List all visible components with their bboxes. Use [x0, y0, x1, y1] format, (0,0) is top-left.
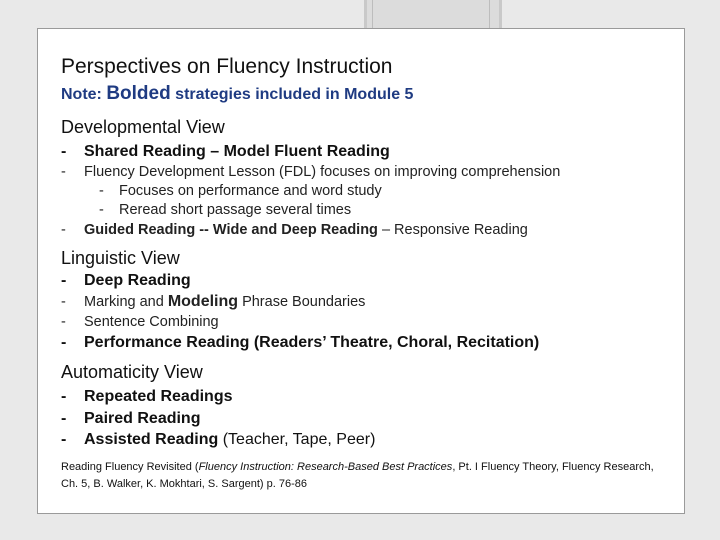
- bullet-dash: -: [61, 164, 66, 180]
- citation-title: Fluency Instruction: Research-Based Best Practices: [198, 461, 453, 473]
- item-text-bold: Guided Reading -- Wide and Deep Reading: [84, 222, 378, 238]
- bullet-dash: -: [61, 294, 66, 310]
- bullet-dash: -: [61, 314, 66, 330]
- item-text: Shared Reading – Model Fluent Reading: [84, 143, 390, 160]
- note-bolded: Bolded: [106, 83, 171, 104]
- item-text: Phrase Boundaries: [238, 294, 366, 310]
- bullet-dash: -: [61, 222, 66, 238]
- bullet-dash: -: [61, 410, 67, 427]
- item-text: Focuses on performance and word study: [119, 183, 382, 199]
- item-text-bold: Assisted Reading: [84, 431, 219, 448]
- item-text: Reread short passage several times: [119, 202, 352, 218]
- bullet-dash: -: [61, 431, 67, 448]
- developmental-view-heading: Developmental View: [61, 117, 225, 137]
- item-text-bold: Modeling: [167, 293, 239, 310]
- note-suffix: strategies included in Module 5: [170, 86, 414, 103]
- linguistic-view-heading: Linguistic View: [61, 248, 180, 268]
- list-item: [61, 314, 219, 330]
- bullet-dash: -: [99, 202, 104, 218]
- bullet-dash: -: [61, 143, 67, 160]
- item-text: Performance Reading (Readers’ Theatre, Choral, Recitation): [84, 334, 540, 351]
- note-prefix: Note:: [61, 86, 107, 103]
- list-item: [61, 272, 191, 290]
- item-text: Repeated Readings: [84, 388, 233, 405]
- list-item: [61, 222, 528, 238]
- bullet-dash: -: [61, 272, 67, 289]
- list-item: [61, 293, 365, 311]
- sub-list-item: [99, 202, 351, 218]
- item-text: (Teacher, Tape, Peer): [218, 431, 376, 448]
- item-text: – Responsive Reading: [377, 222, 528, 238]
- citation-pre: Reading Fluency Revisited (: [61, 461, 199, 473]
- list-item: [61, 334, 539, 352]
- item-text: Deep Reading: [84, 272, 191, 289]
- list-item: [61, 410, 200, 428]
- sub-list-item: [99, 183, 382, 199]
- item-text: Fluency Development Lesson (FDL) focuses on improving comprehension: [84, 164, 561, 180]
- list-item: [61, 431, 375, 449]
- citation-post: , Pt. I Fluency Theory, Fluency Research, Ch. 5, B. Walker, K. Mokhtari, S. Sargent) p. 76-86: [61, 461, 654, 490]
- module-note: [61, 83, 413, 105]
- list-item: [61, 164, 560, 180]
- slide-title: Perspectives on Fluency Instruction: [61, 55, 393, 78]
- bullet-dash: -: [61, 334, 67, 351]
- item-text: Sentence Combining: [84, 314, 219, 330]
- list-item: [61, 388, 232, 406]
- list-item: [61, 143, 390, 161]
- bullet-dash: -: [61, 388, 67, 405]
- item-text: Marking and: [84, 294, 168, 310]
- citation: [61, 459, 661, 493]
- bullet-dash: -: [99, 183, 104, 199]
- item-text: Paired Reading: [84, 410, 201, 427]
- automaticity-view-heading: Automaticity View: [61, 362, 203, 382]
